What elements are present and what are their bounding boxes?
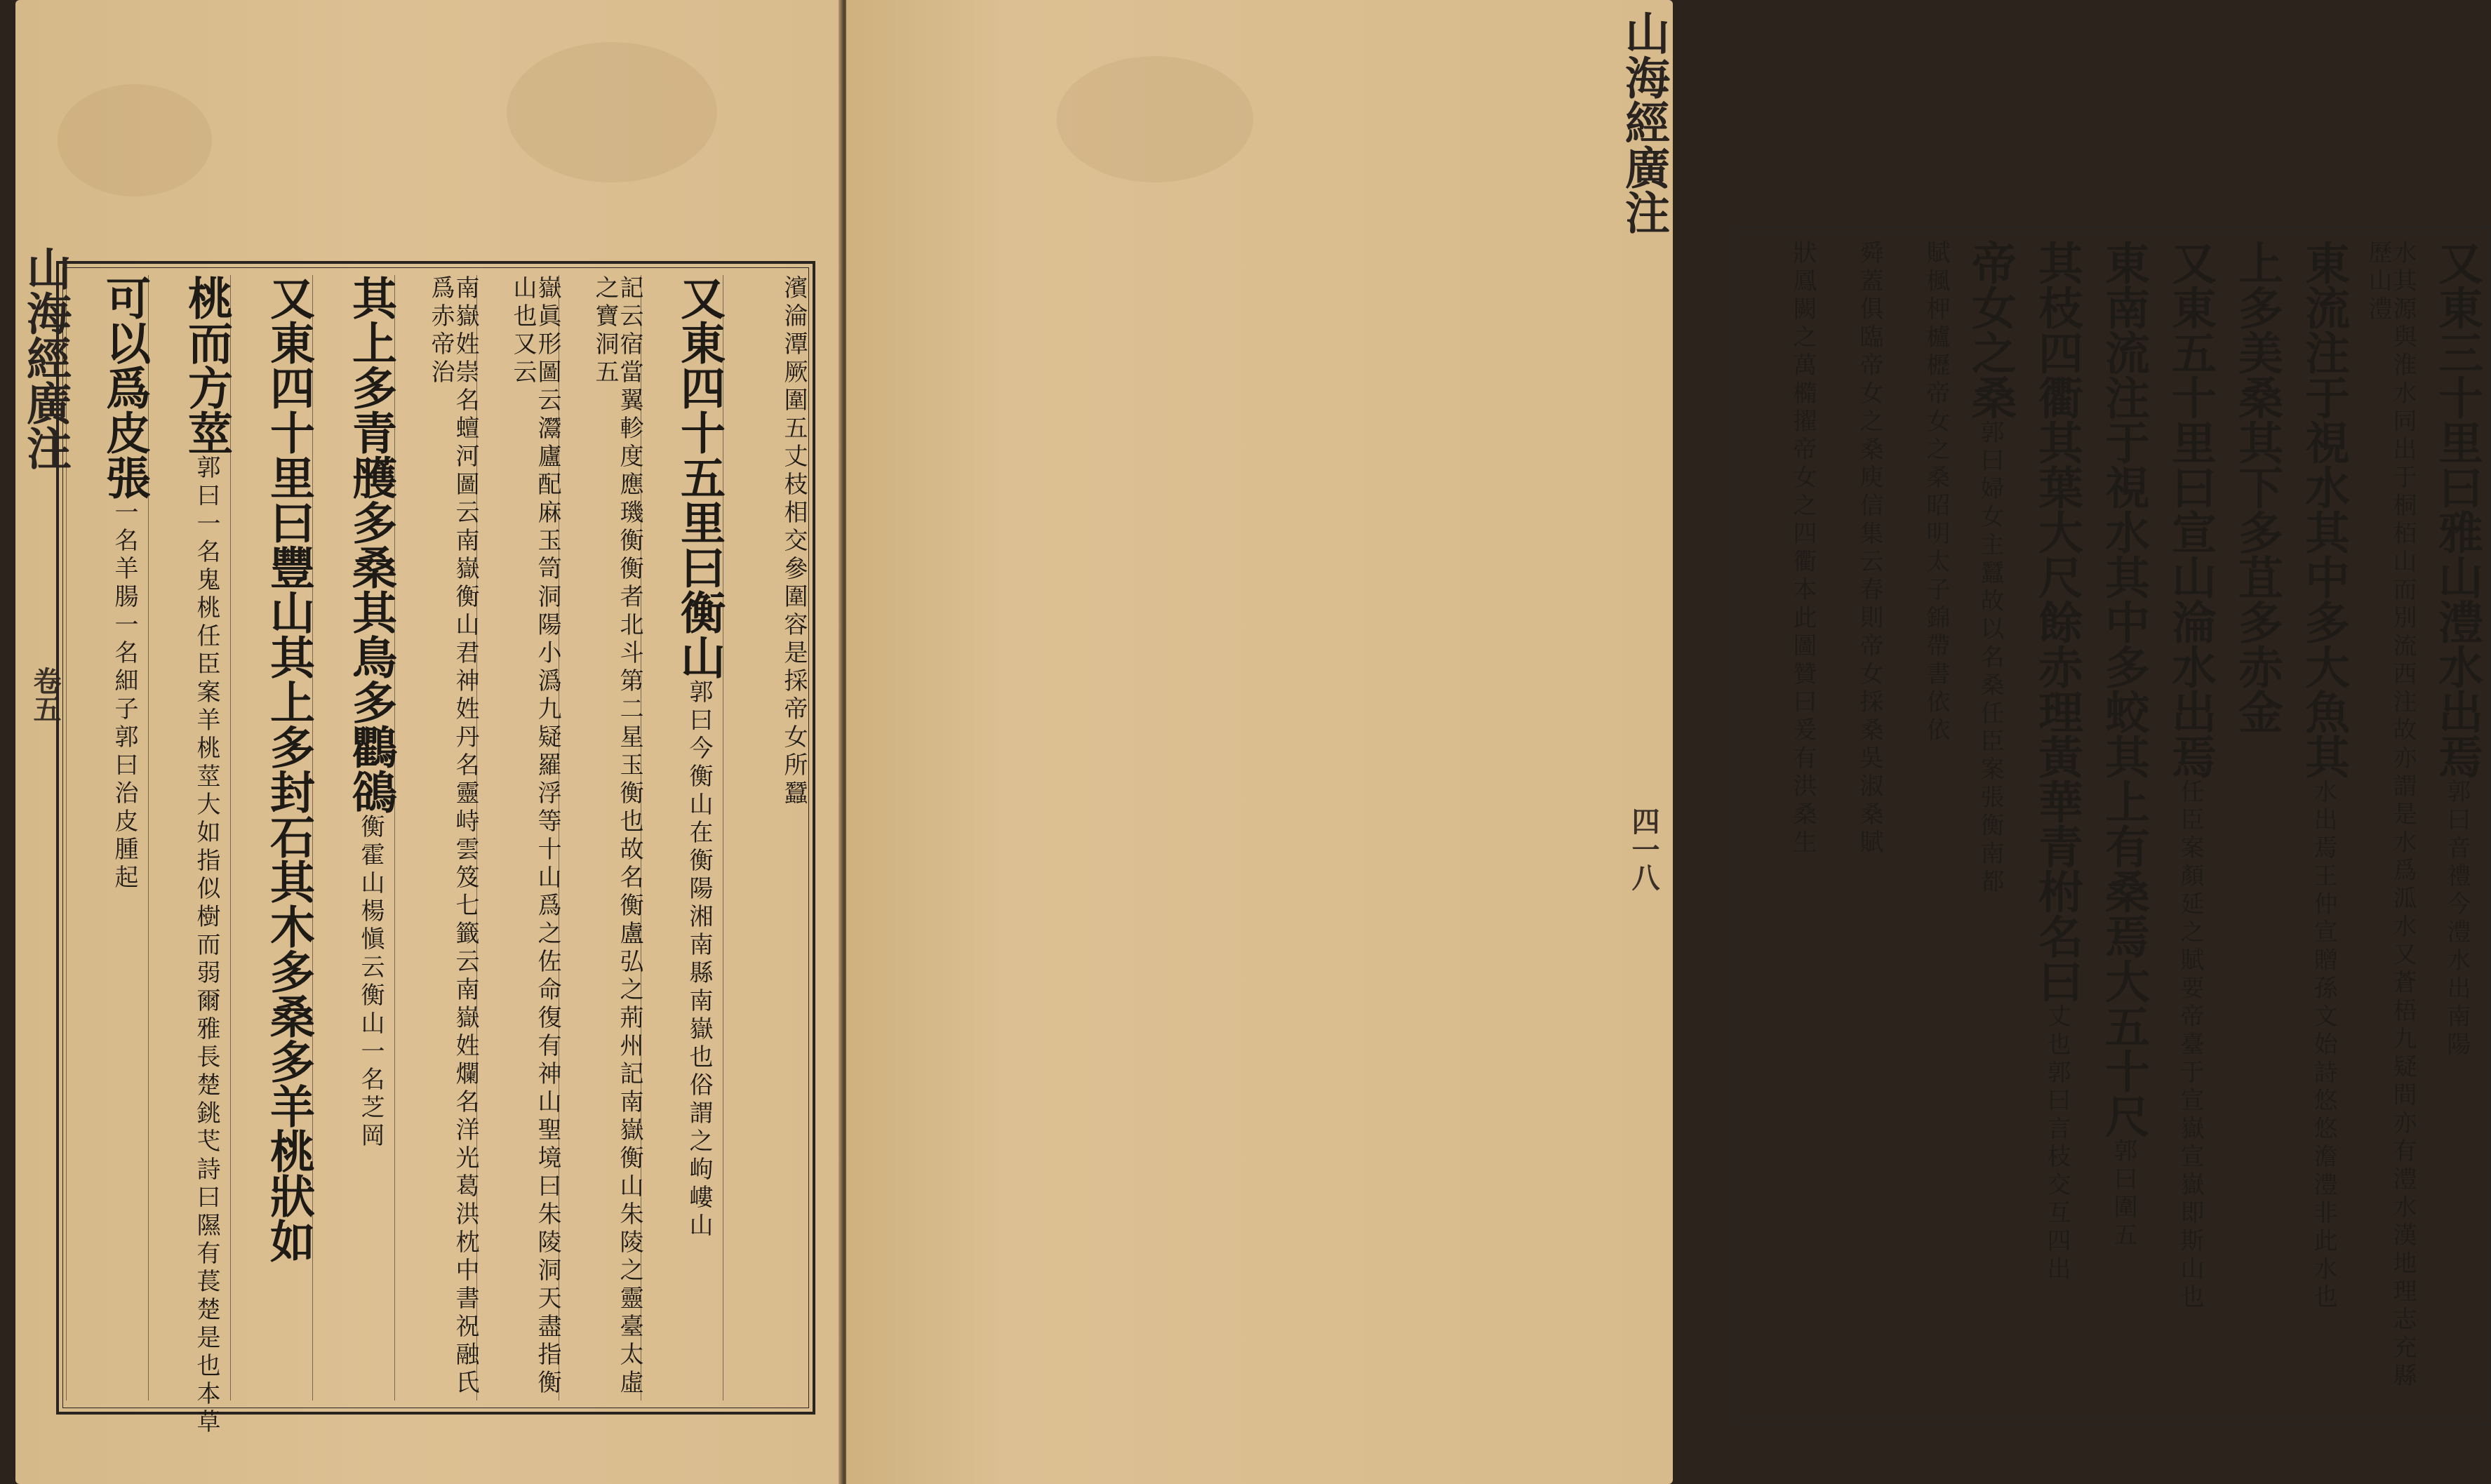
text-column xyxy=(559,275,641,1401)
main-text: 其枝四衢其葉大尺餘赤理黃華青柎名曰 xyxy=(2031,240,2083,1003)
main-text: 上多美桑其下多苴多赤金 xyxy=(2231,240,2283,734)
commentary-text: 水其源與淮水同出于桐栢山而別流西注故亦謂是水爲泒水又蒼梧九疑間亦有澧水漢地理志充縣歷山澧 xyxy=(2364,240,2417,1391)
main-text: 東流注于視水其中多大魚其 xyxy=(2297,240,2350,779)
main-text: 帝女之桑 xyxy=(1964,240,2017,420)
text-column xyxy=(2014,240,2081,1412)
text-column xyxy=(723,275,806,1401)
text-column xyxy=(2214,240,2281,1412)
paper-stain xyxy=(58,84,212,196)
commentary-text: 郭曰今衡山在衡陽湘南縣南嶽也俗謂之岣嶁山 xyxy=(685,679,713,1241)
commentary-text: 賦楓柙櫨櫪帝女之桑昭明太子錦帶書依依 xyxy=(1922,240,1950,745)
text-column xyxy=(1881,240,1948,1412)
text-column xyxy=(312,275,395,1401)
commentary-text: 衡霍山楊愼云衡山一名芝岡 xyxy=(356,814,385,1151)
volume-label: 卷五 xyxy=(29,667,62,723)
main-text: 可以爲皮張 xyxy=(98,275,151,500)
main-text: 東南流注于視水其中多蛟其上有桑焉大五十尺 xyxy=(2097,240,2150,1138)
left-page xyxy=(15,0,842,1484)
main-text: 其上多青雘多桑其鳥多鸜鵒 xyxy=(345,275,397,814)
text-frame xyxy=(1732,226,2491,1426)
commentary-text: 舜蓋俱臨帝女之桑庾信集云春則帝女採桑吳淑桑賦 xyxy=(1855,240,1883,857)
main-text: 又東五十里曰宣山淪水出焉 xyxy=(2164,240,2217,779)
text-column xyxy=(1747,240,1815,1412)
text-column xyxy=(1814,240,1881,1412)
main-text: 又東四十里曰豐山其上多封石其木多桑多羊桃狀如 xyxy=(262,275,315,1263)
commentary-text: 丈也郭曰言枝交互四出 xyxy=(2043,1003,2071,1284)
commentary-text: 郭曰婦女主蠶故以名桑任臣案張衡南都 xyxy=(1976,420,2004,897)
commentary-text: 嶽眞形圖云灊廬配麻玉笥洞陽小潙九疑羅浮等十山爲之佐命復有神山聖境曰朱陵洞天盡指衡山也又云 xyxy=(509,275,561,1398)
paper-stain xyxy=(1057,56,1253,182)
text-column xyxy=(394,275,477,1401)
commentary-text: 郭曰一名鬼桃任臣案羊桃莖大如指似樹而弱爾雅長楚銚芅詩曰隰有萇楚是也本草 xyxy=(192,455,220,1437)
main-text: 又東四十五里曰衡山 xyxy=(673,275,726,679)
folio-number: 四一八 xyxy=(1627,807,1660,891)
right-page xyxy=(846,0,2483,1484)
commentary-text: 一名羊腸一名細子郭曰治皮腫起 xyxy=(110,500,138,893)
text-column xyxy=(641,275,726,1401)
text-column xyxy=(2280,240,2348,1412)
page-banner: 山海經廣注 xyxy=(19,246,72,470)
text-frame xyxy=(56,261,815,1437)
text-column xyxy=(2347,240,2415,1412)
main-text: 桃而方莖 xyxy=(180,275,233,455)
commentary-text: 記云宿當翼軫度應璣衡衡者北斗第二星玉衡也故名衡盧弘之荊州記南嶽衡山朱陵之靈臺太虛之寶洞五 xyxy=(591,275,643,1398)
commentary-text: 水出焉王仲宣贈孫文始詩悠悠澹澧非此水也 xyxy=(2309,779,2337,1312)
commentary-text: 南嶽姓崇名蟺河圖云南嶽衡山君神姓丹名靈峙雲笈七籤云南嶽姓爛名洋光葛洪枕中書祝融氏爲赤帝治 xyxy=(427,275,479,1398)
text-column xyxy=(230,275,313,1401)
text-column xyxy=(1947,240,2015,1412)
paper-stain xyxy=(507,42,717,182)
text-column xyxy=(148,275,233,1437)
commentary-text: 濱淪潭厥圍五丈枝相交參圍容是採帝女所蠶 xyxy=(780,275,808,808)
commentary-text: 狀鳳闕之萬橢擢帝女之四衢本此圖贊曰爰有洪桑生 xyxy=(1789,240,1817,857)
commentary-text: 任臣案顏延之賦要帝臺于宣嶽宣嶽即斯山也 xyxy=(2176,779,2204,1312)
text-column xyxy=(476,275,559,1401)
main-text: 又東三十里曰雅山澧水出焉 xyxy=(2431,240,2483,779)
commentary-text: 郭曰圍五 xyxy=(2109,1138,2137,1250)
page-banner: 山海經廣注 xyxy=(1617,10,1670,234)
text-column xyxy=(66,275,149,1401)
text-column xyxy=(2414,240,2481,1412)
text-column xyxy=(2081,240,2148,1412)
text-column xyxy=(2147,240,2215,1412)
commentary-text: 郭曰音禮今澧水出南陽 xyxy=(2443,779,2471,1059)
